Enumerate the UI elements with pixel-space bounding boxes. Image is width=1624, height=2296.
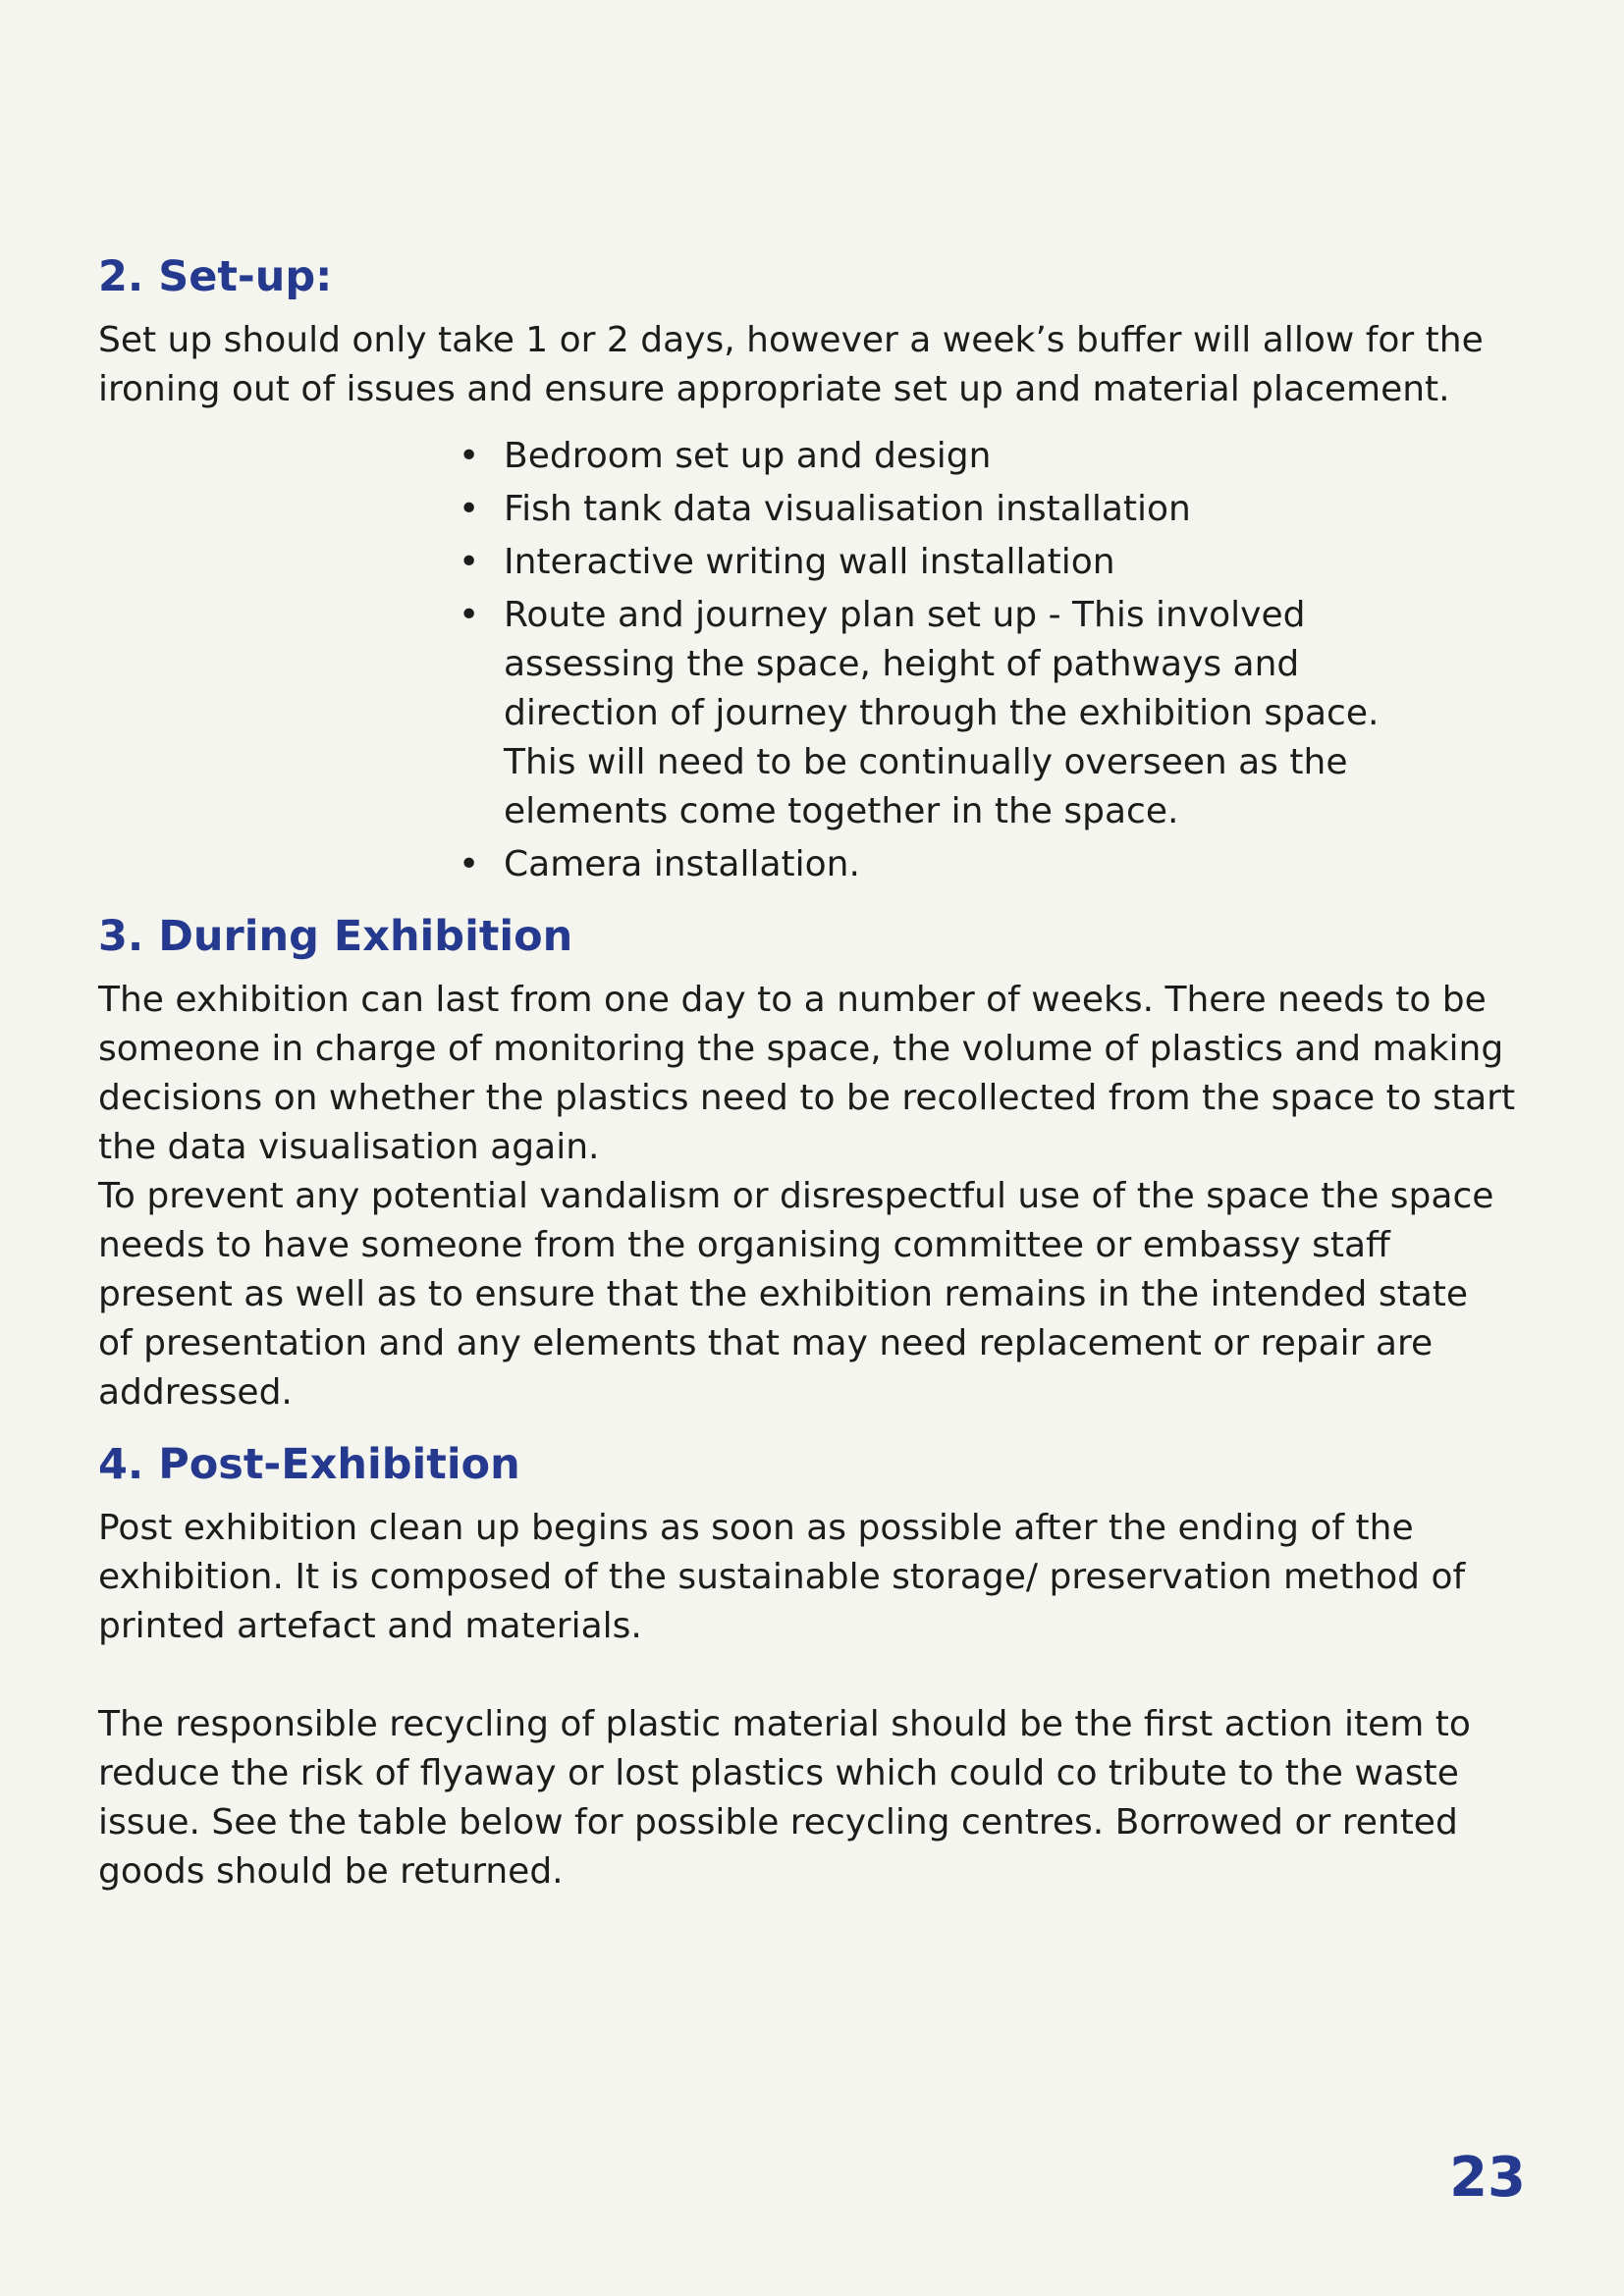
section-heading-setup: 2. Set-up: — [98, 252, 333, 301]
during-paragraph-1: The exhibition can last from one day to a number of weeks. There needs to be someone in charge of monitoring the space, the volume of plastics and making decisions on whether the plastics need to be recollected from the space to start the data visualisation again. — [98, 980, 1516, 1167]
bullet-icon: • — [459, 595, 480, 635]
post-paragraph-1: Post exhibition clean up begins as soon as possible after the ending of the exhibition. It is composed of the sustainable storage/ preservation method of printed artefact and materials. — [98, 1508, 1466, 1646]
list-item — [459, 485, 1417, 534]
during-paragraph-2: To prevent any potential vandalism or disrespectful use of the space the space needs to have someone from the organising committee or embassy staff present as well as to ensure that the exhibition remains in the intended state of presentation and any elements that may need replacement or repair are addressed. — [98, 1176, 1494, 1413]
page-number: 23 — [1449, 2146, 1526, 2210]
list-item — [459, 432, 1417, 481]
page-content — [98, 247, 1532, 1896]
list-item-text: Bedroom set up and design — [504, 436, 992, 476]
list-item-text: Interactive writing wall installation — [504, 542, 1115, 582]
section-heading-post-exhibition: 4. Post-Exhibition — [98, 1440, 520, 1489]
section-heading-during-exhibition: 3. During Exhibition — [98, 912, 573, 961]
list-item — [459, 538, 1417, 587]
list-item — [459, 591, 1417, 836]
bullet-icon: • — [459, 436, 480, 476]
post-paragraph-2: The responsible recycling of plastic material should be the first action item to reduce the risk of flyaway or lost plastics which could co tribute to the waste issue. See the table below for possible recycling centres. Borrowed or rented goods should be returned. — [98, 1704, 1471, 1892]
setup-paragraph: Set up should only take 1 or 2 days, however a week’s buffer will allow for the ironing out of issues and ensure appropriate set up and material placement. — [98, 320, 1484, 409]
list-item-text: Route and journey plan set up - This involved assessing the space, height of pathways and direction of journey through the exhibition space. This will need to be continually overseen as the elements come together in the space. — [504, 595, 1380, 831]
list-item — [459, 840, 1417, 889]
list-item-text: Fish tank data visualisation installation — [504, 489, 1191, 529]
setup-bullet-list — [98, 432, 1532, 889]
bullet-icon: • — [459, 489, 480, 529]
paragraph-spacer — [98, 1651, 1532, 1700]
bullet-icon: • — [459, 844, 480, 884]
bullet-icon: • — [459, 542, 480, 582]
list-item-text: Camera installation. — [504, 844, 860, 884]
